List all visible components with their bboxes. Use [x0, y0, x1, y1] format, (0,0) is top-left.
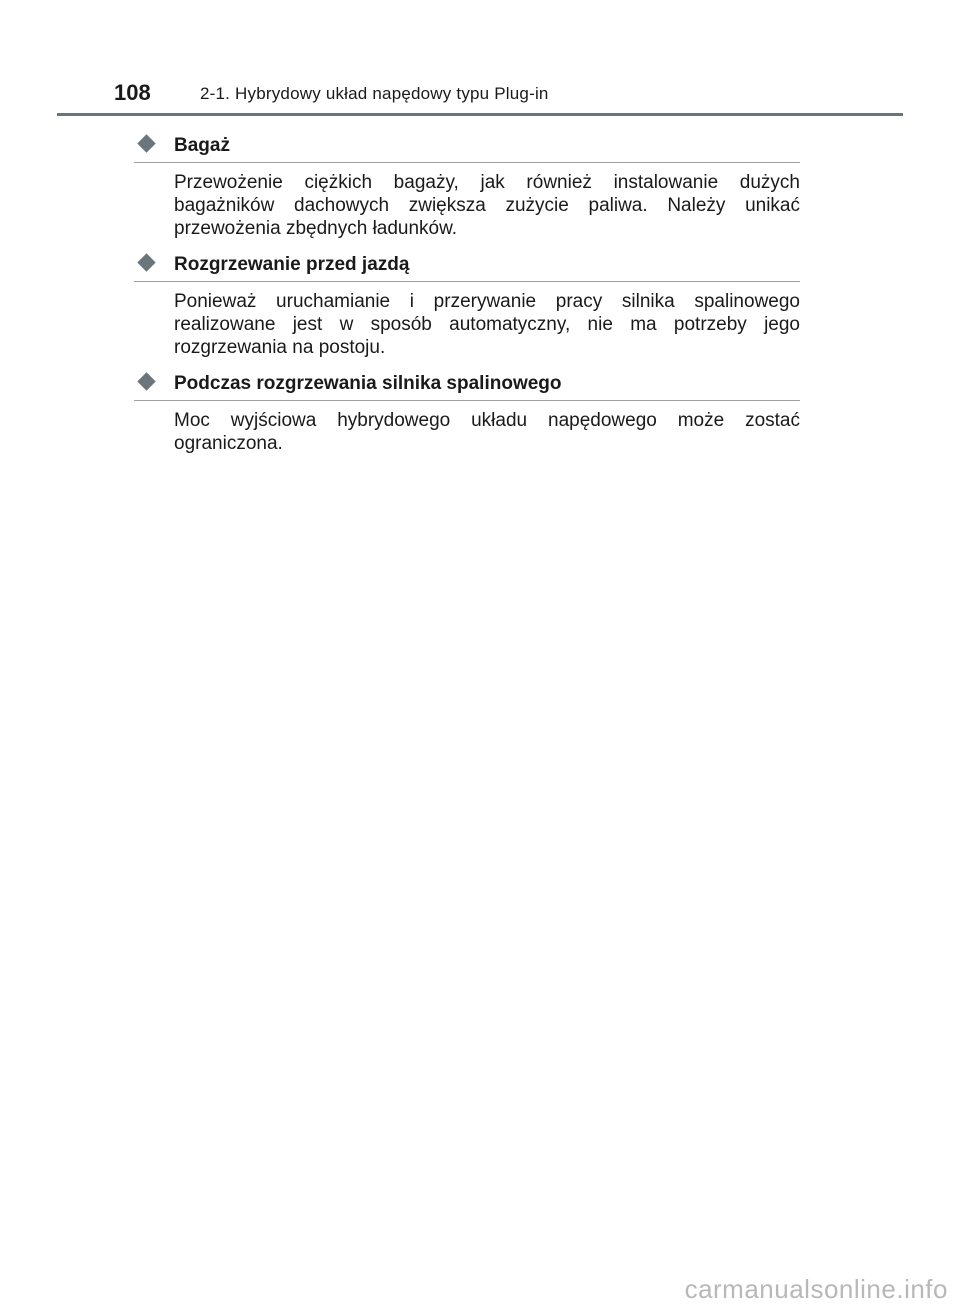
section-heading-text: Rozgrzewanie przed jazdą: [174, 254, 410, 275]
diamond-bullet-icon: [137, 253, 155, 271]
watermark: carmanualsonline.info: [684, 1274, 948, 1304]
section-heading: [134, 132, 800, 163]
section-heading: [134, 370, 800, 401]
section-bagaz: [134, 132, 800, 240]
section-heading: [134, 251, 800, 282]
chapter-title: 2-1. Hybrydowy układ napędowy typu Plug-in: [200, 84, 549, 103]
section-body: Przewożenie ciężkich bagaży, jak również instalowanie dużych bagażników dachowych zwiększa zużycie paliwa. Należy unikać przewożenia zbędnych ładunków.: [174, 172, 800, 239]
header-divider: [57, 113, 903, 116]
diamond-bullet-icon: [137, 134, 155, 152]
page-number: 108: [114, 80, 151, 105]
section-body: Ponieważ uruchamianie i przerywanie pracy silnika spalinowego realizowane jest w sposób automatyczny, nie ma potrzeby jego rozgrzewania na postoju.: [174, 291, 800, 358]
section-rozgrzewanie: [134, 251, 800, 359]
section-heading-text: Bagaż: [174, 135, 230, 156]
section-podczas-rozgrzewania: [134, 370, 800, 455]
section-body: Moc wyjściowa hybrydowego układu napędowego może zostać ograniczona.: [174, 410, 800, 454]
page-header: [0, 0, 960, 120]
section-heading-text: Podczas rozgrzewania silnika spalinowego: [174, 373, 562, 394]
diamond-bullet-icon: [137, 372, 155, 390]
